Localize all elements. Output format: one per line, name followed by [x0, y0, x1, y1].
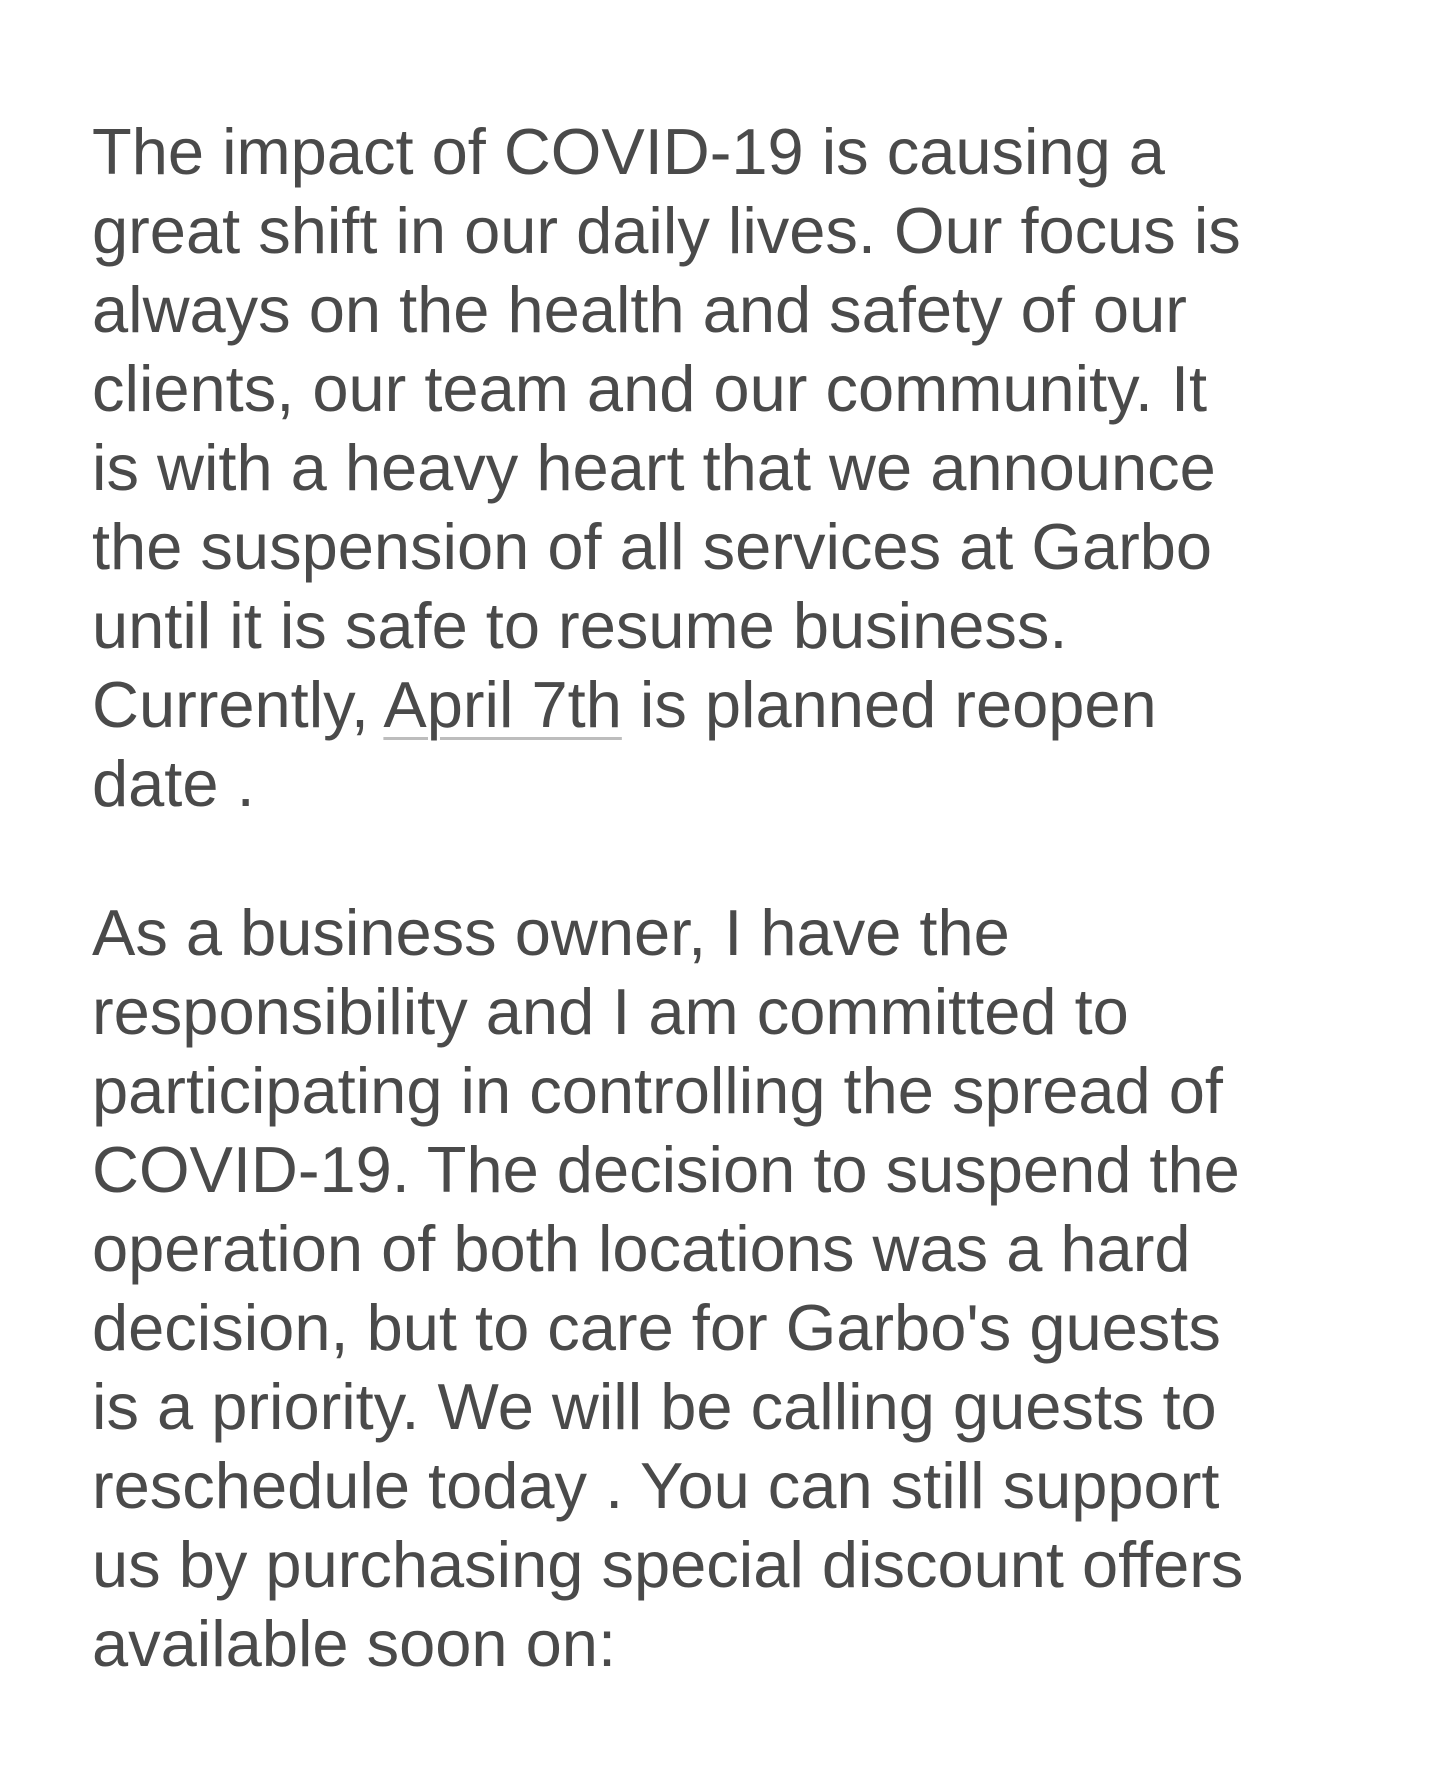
text-line: date . [92, 747, 255, 820]
text-line: The impact of COVID-19 is causing a [92, 115, 1165, 188]
text-line: is a priority. We will be calling guests to [92, 1370, 1217, 1443]
text-line: As a business owner, I have the [92, 896, 1010, 969]
text-line: decision, but to care for Garbo's guests [92, 1291, 1221, 1364]
paragraph-closure-notice [92, 112, 1392, 823]
text-line: the suspension of all services at Garbo [92, 510, 1213, 583]
text-line: us by purchasing special discount offers [92, 1528, 1244, 1601]
currently-suffix: is planned reopen [621, 668, 1157, 741]
reopen-date-link[interactable]: April 7th [383, 668, 622, 741]
text-line: responsibility and I am committed to [92, 975, 1129, 1048]
text-line: COVID-19. The decision to suspend the [92, 1133, 1240, 1206]
currently-prefix: Currently, [92, 668, 384, 741]
text-line: operation of both locations was a hard [92, 1212, 1191, 1285]
text-line: is with a heavy heart that we announce [92, 431, 1216, 504]
text-line: always on the health and safety of our [92, 273, 1187, 346]
text-line-reopen-date [92, 665, 1392, 744]
text-line: until it is safe to resume business. [92, 589, 1068, 662]
text-line: clients, our team and our community. It [92, 352, 1208, 425]
text-line: participating in controlling the spread of [92, 1054, 1223, 1127]
text-line: great shift in our daily lives. Our focus is [92, 194, 1241, 267]
text-line: available soon on: [92, 1607, 616, 1680]
text-line: reschedule today . You can still support [92, 1449, 1220, 1522]
paragraph-owner-statement [92, 893, 1392, 1683]
